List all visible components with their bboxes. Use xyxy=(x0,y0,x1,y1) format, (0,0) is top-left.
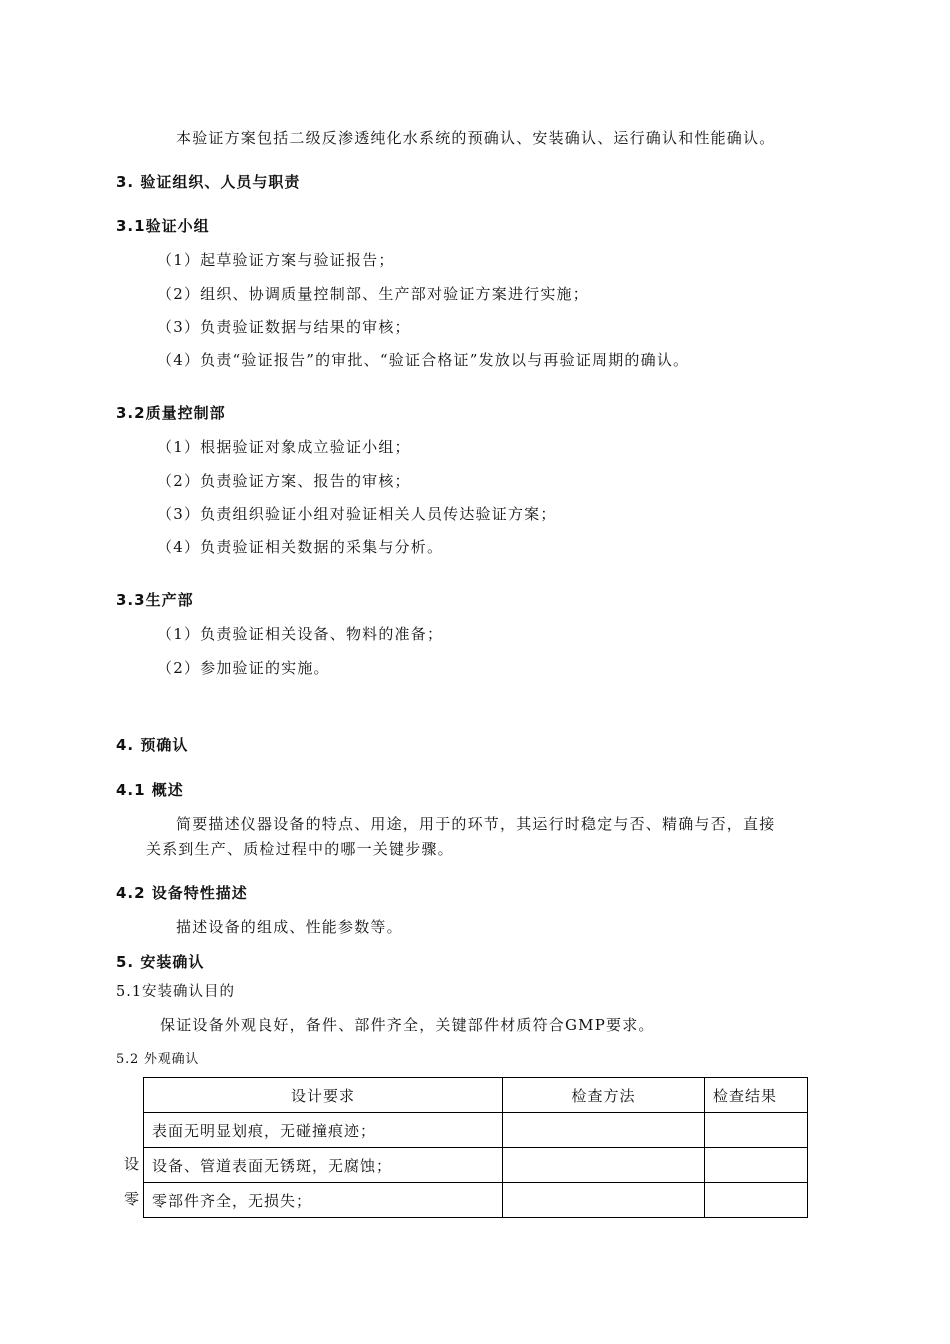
table-cell xyxy=(705,1183,808,1218)
list-item: （1）起草验证方案与验证报告； xyxy=(157,251,395,269)
side-char: 设 xyxy=(124,1155,140,1173)
table-row xyxy=(144,1148,808,1183)
section-3-3-heading: 3.3生产部 xyxy=(116,591,194,609)
table-row xyxy=(144,1183,808,1218)
table-row xyxy=(144,1113,808,1148)
table-cell xyxy=(503,1148,705,1183)
list-item: （2）参加验证的实施。 xyxy=(157,659,330,677)
list-item: （2）负责验证方案、报告的审核； xyxy=(157,472,411,490)
list-item: （1）负责验证相关设备、物料的准备； xyxy=(157,625,444,643)
table-cell xyxy=(503,1113,705,1148)
table-cell xyxy=(705,1148,808,1183)
section-4-1-heading: 4.1 概述 xyxy=(116,781,184,799)
list-item: （1）根据验证对象成立验证小组； xyxy=(157,438,411,456)
table-header: 检查方法 xyxy=(503,1078,705,1113)
list-item: （3）负责组织验证小组对验证相关人员传达验证方案； xyxy=(157,505,557,523)
section-4-2-heading: 4.2 设备特性描述 xyxy=(116,884,248,902)
table-cell: 设备、管道表面无锈斑，无腐蚀； xyxy=(144,1148,503,1183)
list-item: （4）负责“验证报告”的审批、“验证合格证”发放以与再验证周期的确认。 xyxy=(157,351,690,369)
install-purpose: 保证设备外观良好，备件、部件齐全，关键部件材质符合GMP要求。 xyxy=(160,1016,655,1034)
section-5-1-heading: 5.1安装确认目的 xyxy=(116,984,236,1000)
section-5-heading: 5. 安装确认 xyxy=(116,953,205,971)
intro-paragraph: 本验证方案包括二级反渗透纯化水系统的预确认、安装确认、运行确认和性能确认。 xyxy=(176,129,776,147)
section-5-2-heading: 5.2 外观确认 xyxy=(116,1052,200,1067)
side-char: 零 xyxy=(124,1190,140,1208)
table-cell xyxy=(705,1113,808,1148)
list-item: （2）组织、协调质量控制部、生产部对验证方案进行实施； xyxy=(157,285,589,303)
table-header-row xyxy=(144,1078,808,1113)
section-3-heading: 3. 验证组织、人员与职责 xyxy=(116,173,301,191)
device-description: 描述设备的组成、性能参数等。 xyxy=(176,918,403,936)
table-header: 检查结果 xyxy=(705,1078,808,1113)
section-3-1-heading: 3.1验证小组 xyxy=(116,217,210,235)
list-item: （4）负责验证相关数据的采集与分析。 xyxy=(157,538,444,556)
table-header: 设计要求 xyxy=(144,1078,503,1113)
overview-line-2: 关系到生产、质检过程中的哪一关键步骤。 xyxy=(146,840,454,858)
table-cell: 零部件齐全，无损失； xyxy=(144,1183,503,1218)
table-cell xyxy=(503,1183,705,1218)
section-4-heading: 4. 预确认 xyxy=(116,736,189,754)
list-item: （3）负责验证数据与结果的审核； xyxy=(157,318,411,336)
section-3-2-heading: 3.2质量控制部 xyxy=(116,404,226,422)
overview-line-1: 简要描述仪器设备的特点、用途，用于的环节，其运行时稳定与否、精确与否，直接 xyxy=(176,815,776,833)
appearance-check-table xyxy=(143,1077,808,1218)
table-cell: 表面无明显划痕，无碰撞痕迹； xyxy=(144,1113,503,1148)
